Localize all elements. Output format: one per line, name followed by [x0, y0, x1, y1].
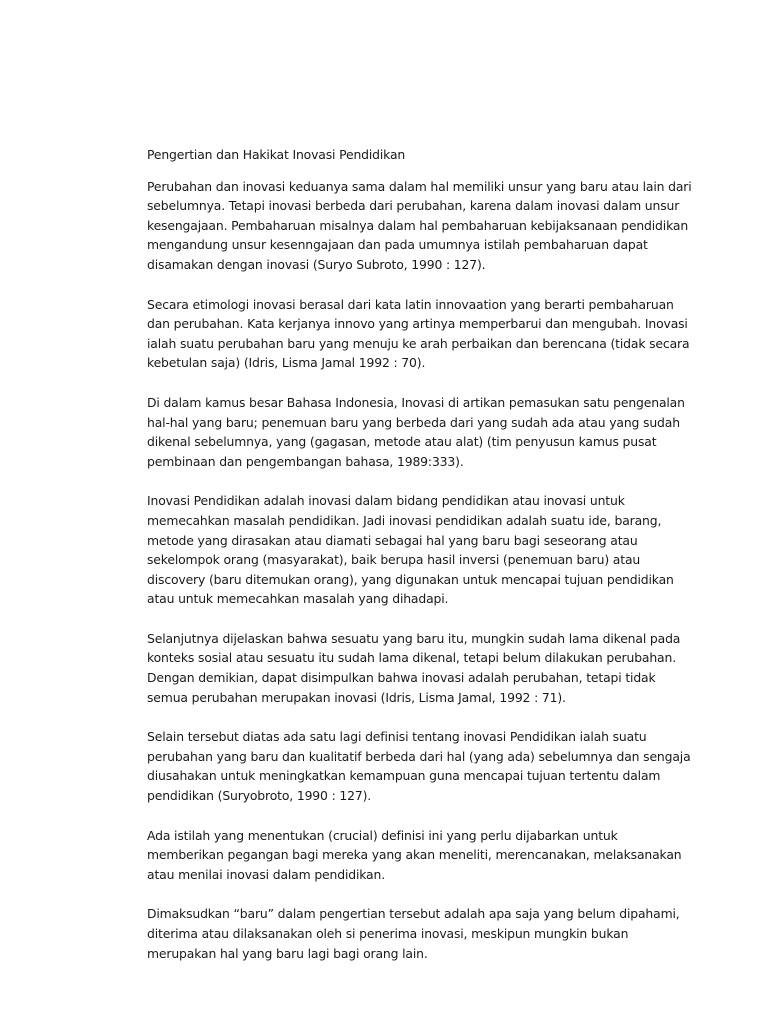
text-line: Ada istilah yang menentukan (crucial) definisi ini yang perlu dijabarkan untuk [147, 827, 618, 843]
text-line: discovery (baru ditemukan orang), yang digunakan untuk mencapai tujuan pendidikan [147, 571, 674, 587]
text-line: Inovasi Pendidikan adalah inovasi dalam bidang pendidikan atau inovasi untuk [147, 493, 625, 509]
text-line: disamakan dengan inovasi (Suryo Subroto, 1990 : 127). [147, 256, 486, 272]
text-line: memecahkan masalah pendidikan. Jadi inovasi pendidikan adalah suatu ide, barang, [147, 512, 662, 528]
text-line: atau untuk memecahkan masalah yang dihadapi. [147, 591, 449, 607]
paragraph-4 [147, 491, 672, 609]
text-line: diusahakan untuk meningkatkan kemampuan guna mencapai tujuan tertentu dalam [147, 768, 661, 784]
text-line: ialah suatu perubahan baru yang menuju ke arah perbaikan dan berencana (tidak secara [147, 335, 690, 351]
text-line: sebelumnya. Tetapi inovasi berbeda dari perubahan, karena dalam inovasi dalam unsur [147, 198, 680, 214]
text-line: sekelompok orang (masyarakat), baik berupa hasil inversi (penemuan baru) atau [147, 552, 641, 568]
text-line: Dengan demikian, dapat disimpulkan bahwa inovasi adalah perubahan, tetapi tidak [147, 670, 656, 686]
text-line: konteks sosial atau sesuatu itu sudah lama dikenal, tetapi belum dilakukan perubahan. [147, 650, 676, 666]
paragraph-7 [147, 826, 682, 885]
paragraph-6 [147, 727, 691, 805]
text-line: Selain tersebut diatas ada satu lagi definisi tentang inovasi Pendidikan ialah suatu [147, 729, 647, 745]
paragraph-8 [147, 904, 680, 963]
text-line: Dimaksudkan “baru” dalam pengertian tersebut adalah apa saja yang belum dipahami, [147, 906, 680, 922]
text-line: metode yang dirasakan atau diamati sebagai hal yang baru bagi seseorang atau [147, 532, 638, 548]
text-line: atau menilai inovasi dalam pendidikan. [147, 866, 385, 882]
document-title: Pengertian dan Hakikat Inovasi Pendidikan [147, 147, 406, 162]
text-line: diterima atau dilaksanakan oleh si penerima inovasi, meskipun mungkin bukan [147, 926, 629, 941]
paragraph-2 [147, 295, 690, 373]
text-line: Perubahan dan inovasi keduanya sama dalam hal memiliki unsur yang baru atau lain dari [147, 178, 692, 194]
paragraph-5 [147, 629, 681, 707]
text-line: memberikan pegangan bagi mereka yang akan meneliti, merencanakan, melaksanakan [147, 847, 682, 863]
text-line: Selanjutnya dijelaskan bahwa sesuatu yang baru itu, mungkin sudah lama dikenal pada [147, 630, 681, 646]
paragraph-1 [147, 177, 692, 275]
text-line: Di dalam kamus besar Bahasa Indonesia, Inovasi di artikan pemasukan satu pengenalan [147, 394, 685, 410]
text-line: merupakan hal yang baru lagi bagi orang lain. [147, 945, 428, 961]
text-line: pembinaan dan pengembangan bahasa, 1989:333). [147, 453, 464, 469]
text-line: kesengajaan. Pembaharuan misalnya dalam hal pembaharuan kebijaksanaan pendidikan [147, 217, 689, 233]
text-line: mengandung unsur kesenngajaan dan pada umumnya istilah pembaharuan dapat [147, 237, 648, 253]
text-line: kebetulan saja) (Idris, Lisma Jamal 1992 : 70). [147, 355, 426, 371]
text-line: dan perubahan. Kata kerjanya innovo yang artinya memperbarui dan mengubah. Inovasi [147, 316, 688, 332]
document-body [147, 145, 692, 983]
text-line: hal-hal yang baru; penemuan baru yang berbeda dari yang sudah ada atau yang sudah [147, 414, 680, 430]
text-line: perubahan yang baru dan kualitatif berbeda dari hal (yang ada) sebelumnya dan sengaja [147, 748, 691, 764]
text-line: Secara etimologi inovasi berasal dari kata latin innovaation yang berarti pembaharuan [147, 296, 674, 312]
text-line: dikenal sebelumnya, yang (gagasan, metode atau alat) (tim penyusun kamus pusat [147, 434, 657, 450]
text-line: pendidikan (Suryobroto, 1990 : 127). [147, 788, 372, 804]
paragraph-3 [147, 393, 685, 471]
text-line: semua perubahan merupakan inovasi (Idris, Lisma Jamal, 1992 : 71). [147, 689, 566, 705]
